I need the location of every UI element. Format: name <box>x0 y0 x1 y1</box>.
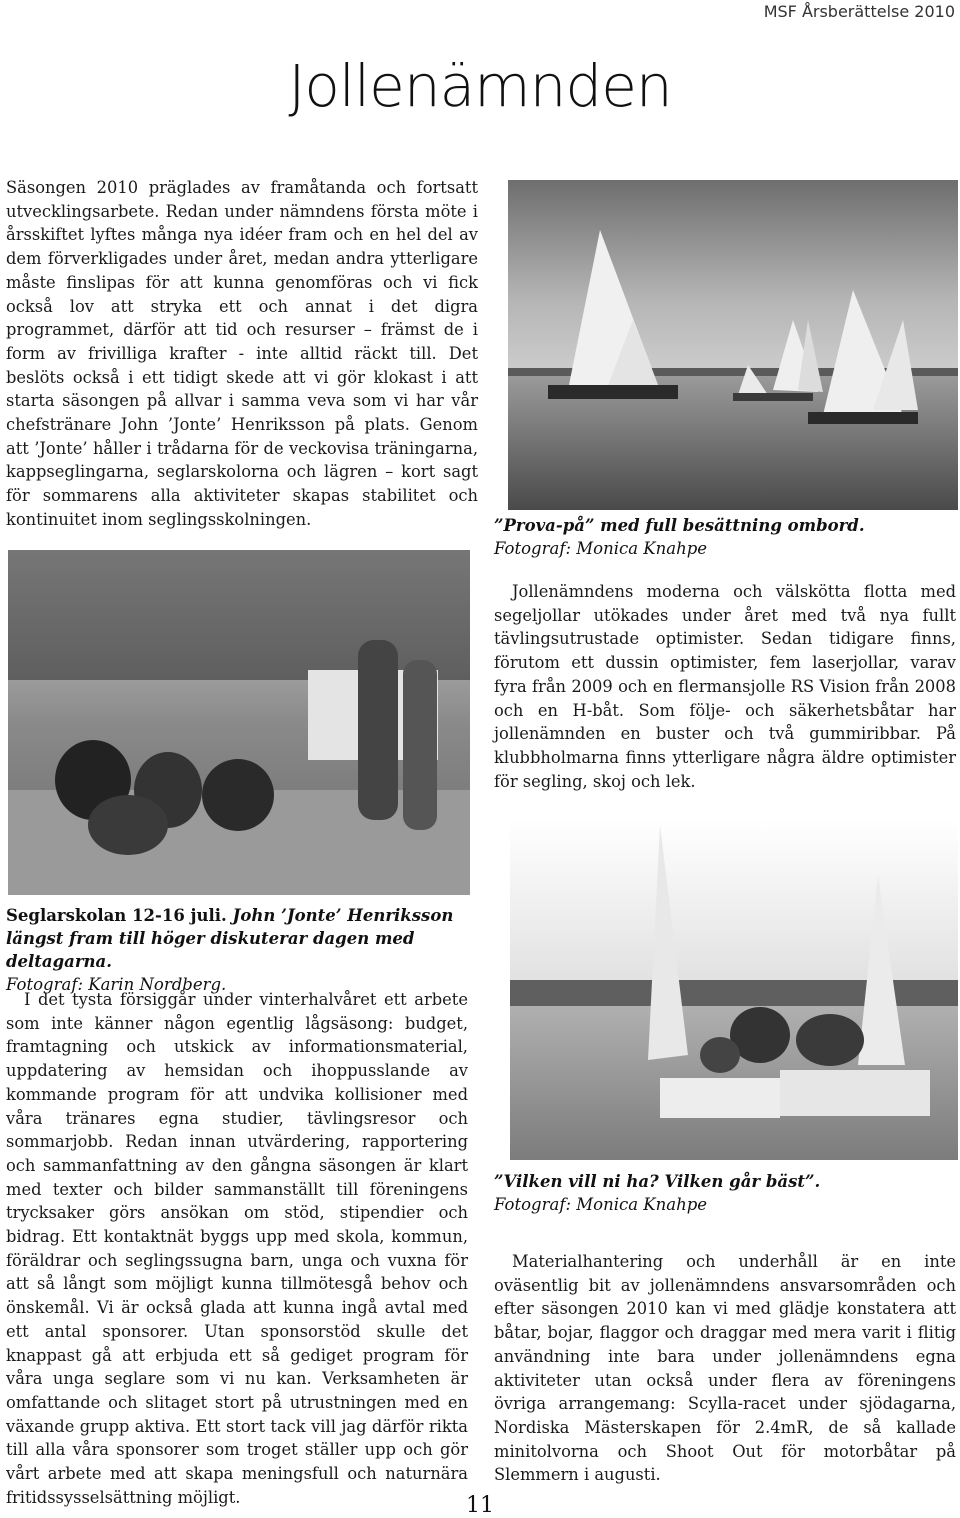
fleet-paragraph <box>494 580 956 793</box>
boats-caption-text: ”Vilken vill ni ha? Vilken går bäst”. <box>494 1172 821 1191</box>
winter-text: I det tysta försiggår under vinterhalvåret ett arbete som inte känner någon egentlig lågsäsong: budget, framtagning och utskick av informationsmaterial, uppdatering av hemsidan och ihoppusslande av kommande program för att undvika kollisioner med våra tränares egna studier, tävlingsresor och sommarjobb. Redan innan utvärdering, rapportering och sammanfattning av den gångna säsongen är klart med texter och bilder sammanställt till föreningens trycksaker görs ansökan om stöd, stipendier och bidrag. Ett kontaktnät byggs upp med skola, kommun, föräldrar och seglingssugna barn, unga och vuxna för att så långt som möjligt kunna tillmötesgå behov och önskemål. Vi är också glada att kunna ingå avtal med ett antal sponsorer. Utan sponsorstöd skulle det knappast gå att erbjuda ett så gediget program för våra unga seglare som vi nu kan. Verksamheten är omfattande och slitaget stort på utrustningen med en växande grupp aktiva. Ett stort tack vill jag därför rikta till alla våra sponsorer som troget ställer upp och gör vårt arbete med att skapa meningsfull och naturnära fritidssysselsättning möjligt. <box>6 990 468 1507</box>
maintenance-paragraph <box>494 1250 956 1487</box>
winter-paragraph <box>6 988 468 1509</box>
publication-header: MSF Årsberättelse 2010 <box>763 2 955 21</box>
maintenance-text: Materialhantering och underhåll är en inte oväsentlig bit av jollenämndens ansvarsområden och efter säsongen 2010 kan vi med glädje konstatera att båtar, bojar, flaggor och draggar med mera varit i flitig användning inte bara under jollenämndens egna aktiviteter utan också under flera av föreningens övriga arrangemang: Scylla-racet under sjödagarna, Nordiska Mästerskapen för 2.4mR, de så kallade minitolvorna och Shoot Out för motorbåtar på Slemmern i augusti. <box>494 1252 956 1485</box>
boats-caption-credit: Fotograf: Monica Knahpe <box>494 1195 708 1214</box>
school-caption-credit: Fotograf: Karin Nordberg. <box>6 975 227 994</box>
page-number: 11 <box>466 1493 494 1518</box>
sailing-caption-credit: Fotograf: Monica Knahpe <box>494 539 708 558</box>
sailing-caption-text: ”Prova-på” med full besättning ombord. <box>494 516 865 535</box>
school-caption-bold: Seglarskolan 12-16 juli. <box>6 906 227 925</box>
intro-paragraph: Säsongen 2010 präglades av framåtanda och fortsatt utvecklingsarbete. Redan under nämndens första möte i årsskiftet lyftes många nya idéer fram och en hel del av dem förverkligades under året, medan andra ytterligare måste finslipas för att kunna genomföras och vi fick också lov att stryka ett och annat i det digra programmet, därför att tid och resurser – främst de i form av frivilliga krafter - inte alltid räckt till. Det beslöts också i ett tidigt skede att vi gör klokast i att starta säsongen på allvar i samma veva som vi har vår chefstränare John ’Jonte’ Henriksson på plats. Genom att ’Jonte’ håller i trådarna för de veckovisa träningarna, kappseglingarna, seglarskolorna och lägren – kort sagt för sommarens alla aktiviteter skapas stabilitet och kontinuitet inom seglingsskolningen. <box>6 178 478 529</box>
fleet-text: Jollenämndens moderna och välskötta flotta med segeljollar utökades under året med två nya fullt tävlingsutrustade optimister. Sedan tidigare finns, förutom ett dussin optimister, fem laserjollar, varav fyra från 2009 och en flermansjolle RS Vision från 2008 och en H-båt. Som följe- och säkerhetsbåtar har jollenämnden en buster och två gummiribbar. På klubbholmarna finns ytterligare några äldre optimister för segling, skoj och lek. <box>494 582 956 791</box>
boats-photo <box>510 820 958 1160</box>
sailing-photo-caption <box>494 514 954 560</box>
sailing-photo <box>508 180 958 510</box>
page-title: Jollenämnden <box>288 52 672 120</box>
school-photo-caption <box>6 904 476 996</box>
sailing-school-photo <box>8 550 470 895</box>
school-caption-italic: John ’Jonte’ Henriksson längst fram till höger diskuterar dagen med deltagarna. <box>6 906 454 971</box>
boats-photo-caption <box>494 1170 954 1216</box>
